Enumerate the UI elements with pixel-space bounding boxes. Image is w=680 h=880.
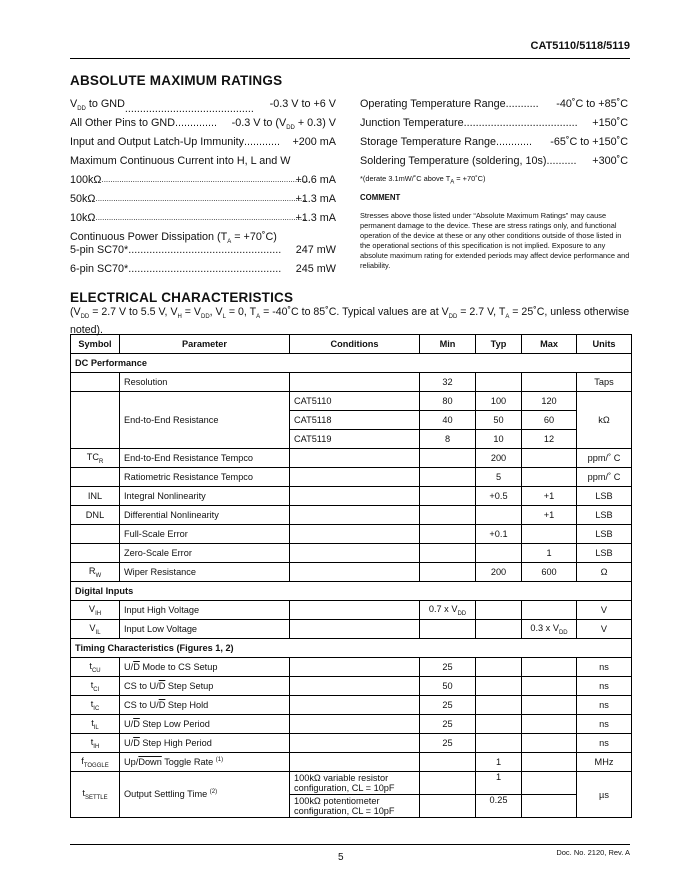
table-row: $V_{IL}$ Input Low Voltage 0.3 x $V_{DD}$ V (71, 620, 632, 639)
table-row: Ratiometric Resistance Tempco 5 ppm/˚ C (71, 468, 632, 487)
table-row: $t_{IH}$ $U/\overline{D}$ Step High Period 25 ns (71, 734, 632, 753)
amr-row-vdd: $V_{DD}$ to GND........................................... -0.3 V to +6 V (70, 98, 336, 116)
amr-row-latchup: Input and Output Latch-Up Immunity............ +200 mA (70, 136, 336, 148)
amr-row-5pin: 5-pin SC70*................................................... 247 mW (70, 244, 336, 256)
amr-row-soldering-temp: Soldering Temperature (soldering, 10s).......... +300˚C (360, 155, 628, 167)
col-header: Typ (476, 335, 522, 354)
table-row: $t_{IL}$ $U/\overline{D}$ Step Low Period 25 ns (71, 715, 632, 734)
amr-row-operating-temp: Operating Temperature Range........... -40˚C to +85˚C (360, 98, 628, 110)
table-row: CAT5118 40 50 60 (71, 411, 632, 430)
amr-row-100k: 100kΩ.............................................................................................. +0.6 mA (70, 174, 336, 186)
comment-title: COMMENT (360, 193, 401, 202)
table-row: INL Integral Nonlinearity +0.5 +1 LSB (71, 487, 632, 506)
header-rule (70, 58, 630, 59)
table-row: $f_{TOGGLE}$ Up/Down Toggle Rate $^{(1)}$ 1 MHz (71, 753, 632, 772)
comment-text: Stresses above those listed under “Absolute Maximum Ratings” may cause permanent damage to the device. These are stress ratings only, and functional operation of the device at these or any other conditions outside of those listed in the operational sections of this specification is not implied. Exposure to any absolute maximum rating for extended periods may affect device performance and reliability. (360, 211, 630, 270)
table-row: Full-Scale Error +0.1 LSB (71, 525, 632, 544)
table-row: $t_{SETTLE}$ Output Settling Time $^{(2)}$ 100kΩ variable resistor configuration, CL = 10pF 1 µs (71, 772, 632, 795)
amr-row-10k: 10kΩ............................................................................................... +1.3 mA (70, 212, 336, 224)
section-row: DC Performance (71, 354, 632, 373)
amr-row-6pin: 6-pin SC70*................................................... 245 mW (70, 263, 336, 275)
table-row: Zero-Scale Error 1 LSB (71, 544, 632, 563)
section-row: Timing Characteristics (Figures 1, 2) (71, 639, 632, 658)
amr-row-other-pins: All Other Pins to GND.............. -0.3 V to $(V_{DD} + 0.3)$ V (70, 117, 336, 132)
table-row: $t_{CU}$ $U/\overline{D}$ Mode to CS Setup 25 ns (71, 658, 632, 677)
table-row: 100kΩ potentiometer configuration, CL = 10pF 0.25 (71, 795, 632, 818)
footer-rule (70, 844, 630, 845)
derate-note: *(derate 3.1mW/˚C above $T_A$ = +70˚C) (360, 174, 486, 186)
ec-title: ELECTRICAL CHARACTERISTICS (70, 290, 294, 305)
table-row: End-to-End Resistance CAT5110 80 100 120 kΩ (71, 392, 632, 411)
table-row: $t_{CI}$ CS to $U/\overline{D}$ Step Setup 50 ns (71, 677, 632, 696)
amr-row-junction-temp: Junction Temperature...................................... +150˚C (360, 117, 628, 129)
table-row: $TC_R$ End-to-End Resistance Tempco 200 ppm/˚ C (71, 449, 632, 468)
doc-number: Doc. No. 2120, Rev. A (556, 848, 630, 857)
col-header: Parameter (120, 335, 290, 354)
table-row: CAT5119 8 10 12 (71, 430, 632, 449)
table-row: $R_W$ Wiper Resistance 200 600 Ω (71, 563, 632, 582)
table-header-row (71, 335, 632, 354)
table-row: $t_{IC}$ CS to $U/\overline{D}$ Step Hold 25 ns (71, 696, 632, 715)
table-row: DNL Differential Nonlinearity +1 LSB (71, 506, 632, 525)
amr-row-power-dissipation: Continuous Power Dissipation ($T_A$ = +70˚C) (70, 231, 277, 246)
col-header: Units (577, 335, 632, 354)
col-header: Conditions (290, 335, 420, 354)
amr-row-50k: 50kΩ............................................................................................... +1.3 mA (70, 193, 336, 205)
ec-table (70, 334, 632, 818)
table-row: Resolution 32 Taps (71, 373, 632, 392)
header-part-numbers: CAT5110/5118/5119 (530, 40, 630, 52)
ec-conditions: ($V_{DD} = 2.7$ V to 5.5 V, $V_H = V_{DD}$, $V_L = 0$, $T_A$ = -40˚C to 85˚C. Typical values are at $V_{DD} = 2.7$ V, $T_A$ = 25˚C, unless otherwise noted). (70, 306, 630, 337)
col-header: Min (420, 335, 476, 354)
amr-row-max-current: Maximum Continuous Current into H, L and W (70, 155, 291, 167)
col-header: Symbol (71, 335, 120, 354)
col-header: Max (522, 335, 577, 354)
amr-row-storage-temp: Storage Temperature Range............ -65˚C to +150˚C (360, 136, 628, 148)
amr-title: ABSOLUTE MAXIMUM RATINGS (70, 73, 283, 88)
section-row: Digital Inputs (71, 582, 632, 601)
page-number: 5 (338, 852, 344, 863)
table-row: $V_{IH}$ Input High Voltage 0.7 x $V_{DD}$ V (71, 601, 632, 620)
